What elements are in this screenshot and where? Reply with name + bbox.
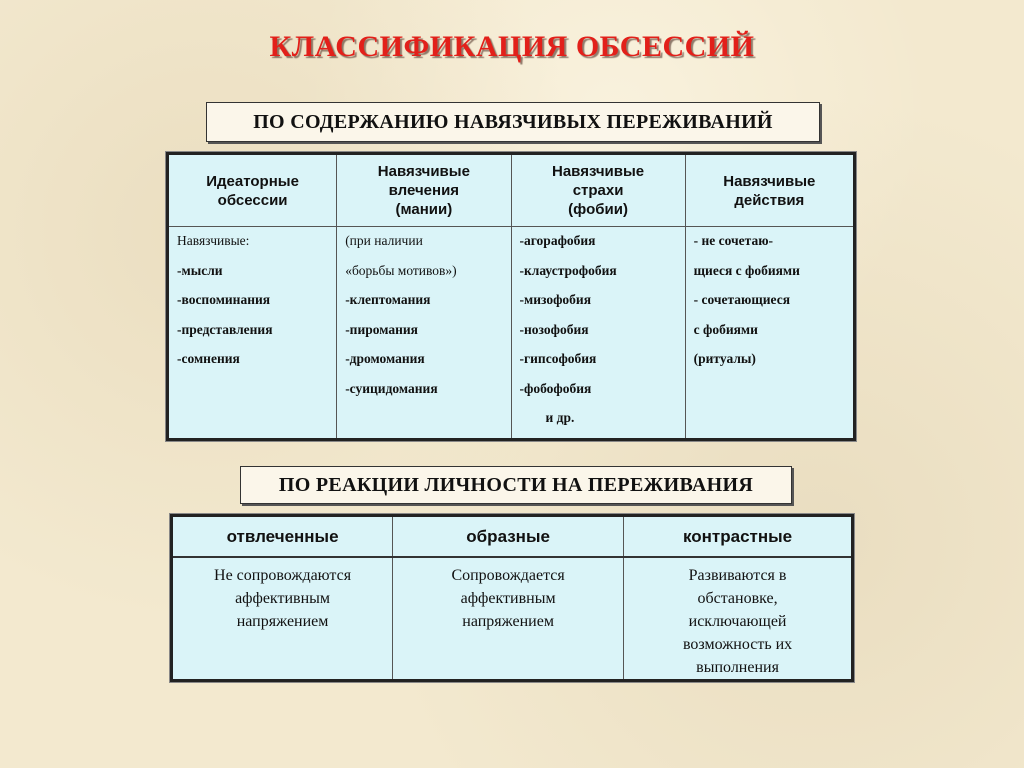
list-item: Навязчивые:: [177, 233, 250, 248]
content-column-cell: [168, 227, 337, 440]
content-table-header-row: [168, 154, 855, 227]
description-line: Не сопровождаются: [214, 567, 352, 584]
header-line: страхи: [572, 182, 624, 199]
list-item: -мизофобия: [519, 292, 592, 307]
section-content-label: [206, 102, 820, 142]
description-line: напряжением: [462, 613, 554, 630]
description-line: Сопровождается: [451, 567, 565, 584]
description-line: аффективным: [460, 590, 556, 607]
list-item: - сочетающиеся: [693, 292, 790, 307]
description-line: обстановке,: [697, 590, 778, 607]
header-line: действия: [734, 191, 805, 209]
list-item: -гипсофобия: [519, 351, 597, 366]
list-item: щиеся с фобиями: [693, 262, 800, 278]
list-item: -пиромания: [345, 321, 418, 337]
description-line: напряжением: [236, 613, 329, 630]
list-item: (ритуалы): [693, 351, 756, 366]
list-item: - не сочетаю-: [693, 233, 774, 248]
reaction-header-cell: отвлеченные: [172, 516, 393, 558]
list-item: и др.: [545, 410, 575, 425]
reaction-description-cell: [624, 557, 853, 681]
reaction-header-cell: контрастные: [624, 516, 853, 558]
header-line: обсессии: [217, 191, 288, 209]
content-column-cell: [511, 227, 685, 440]
list-item: -агорафобия: [519, 233, 596, 248]
reaction-table-header-row: [172, 516, 853, 558]
list-item: -клептомания: [345, 292, 431, 307]
description-line: Развиваются в: [688, 567, 787, 584]
list-item: -представления: [177, 321, 273, 337]
content-classification-table: [166, 152, 856, 441]
list-item: -клаустрофобия: [519, 262, 617, 278]
list-item: -сомнения: [177, 351, 240, 366]
page-title: КЛАССИФИКАЦИЯ ОБСЕССИЙ: [269, 30, 755, 63]
section-reaction-label-text: ПО РЕАКЦИИ ЛИЧНОСТИ НА ПЕРЕЖИВАНИЯ: [278, 473, 754, 496]
header-line: (фобии): [568, 201, 628, 218]
description-line: аффективным: [235, 590, 331, 607]
section-reaction-label: [240, 466, 792, 504]
list-item: -воспоминания: [177, 292, 271, 307]
reaction-classification-table: [170, 514, 854, 682]
content-header-cell: [168, 154, 337, 227]
reaction-table-body-row: [172, 557, 853, 681]
list-item: -дромомания: [345, 351, 425, 366]
content-table-body-row: [168, 227, 855, 440]
description-line: возможность их: [682, 636, 793, 653]
reaction-description-cell: [393, 557, 624, 681]
list-item: (при наличии: [345, 233, 423, 248]
list-item: с фобиями: [693, 321, 758, 337]
description-line: исключающей: [688, 613, 787, 630]
content-header-cell: [685, 154, 854, 227]
content-column-cell: [337, 227, 511, 440]
reaction-header-cell: образные: [393, 516, 624, 558]
reaction-description-cell: [172, 557, 393, 681]
header-line: Навязчивые: [377, 163, 470, 180]
list-item: -фобофобия: [519, 380, 592, 396]
header-line: Навязчивые: [552, 163, 645, 180]
content-header-cell: [511, 154, 685, 227]
content-column-cell: [685, 227, 854, 440]
list-item: -суицидомания: [345, 380, 438, 396]
description-line: выполнения: [696, 659, 779, 676]
header-line: (мании): [395, 201, 453, 218]
list-item: -нозофобия: [519, 321, 589, 337]
list-item: -мысли: [177, 262, 223, 278]
section-content-label-text: ПО СОДЕРЖАНИЮ НАВЯЗЧИВЫХ ПЕРЕЖИВАНИЙ: [253, 110, 773, 133]
header-line: влечения: [388, 182, 460, 199]
header-line: Идеаторные: [206, 172, 299, 190]
list-item: «борьбы мотивов»): [345, 262, 457, 278]
header-line: Навязчивые: [723, 172, 816, 190]
content-header-cell: [337, 154, 511, 227]
